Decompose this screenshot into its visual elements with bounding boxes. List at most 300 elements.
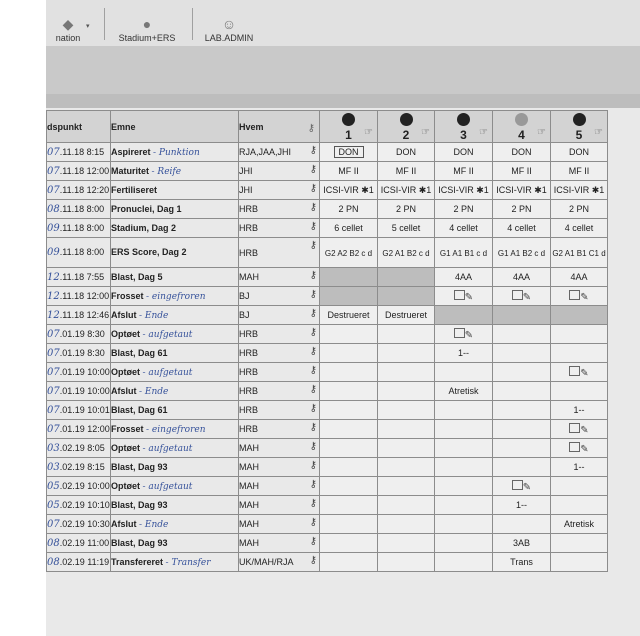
emne-cell[interactable] — [111, 382, 239, 401]
emne-cell[interactable] — [111, 200, 239, 219]
cell-value: ICSI-VIR ✱1 — [380, 184, 432, 195]
edit-cell[interactable] — [435, 325, 493, 344]
embryo-cell[interactable] — [493, 382, 551, 401]
handwritten-note: - aufgetaut — [142, 329, 193, 340]
embryo-cell[interactable] — [493, 200, 551, 219]
emne-cell[interactable] — [111, 458, 239, 477]
embryo-cell[interactable] — [551, 534, 608, 553]
embryo-cell[interactable] — [493, 306, 551, 325]
embryo-cell[interactable] — [378, 306, 435, 325]
hvem-value: HRB — [239, 223, 259, 233]
handwritten-note: - aufgetaut — [142, 367, 193, 378]
emne-label: Stadium, Dag 2 — [111, 222, 177, 233]
embryo-cell[interactable] — [435, 553, 493, 572]
time-value: .01.19 8:30 — [59, 328, 105, 339]
embryo-cell[interactable] — [378, 181, 435, 200]
embryo-cell[interactable] — [378, 477, 435, 496]
emne-cell[interactable] — [111, 143, 239, 162]
emne-label: Frosset — [111, 423, 144, 434]
embryo-cell[interactable] — [378, 238, 435, 268]
emne-cell[interactable] — [111, 534, 239, 553]
time-cell[interactable] — [47, 496, 111, 515]
emne-cell[interactable] — [111, 477, 239, 496]
embryo-cell[interactable] — [435, 162, 493, 181]
edit-cell[interactable] — [435, 287, 493, 306]
table-row[interactable] — [47, 306, 608, 325]
cell-value: G2 A1 B1 C1 d — [552, 248, 606, 258]
table-row[interactable] — [47, 268, 608, 287]
embryo-cell[interactable] — [493, 458, 551, 477]
embryo-cell[interactable] — [320, 477, 378, 496]
handwritten-day: 03 — [47, 442, 60, 454]
cell-value: DON — [396, 147, 416, 157]
embryo-dot-icon — [457, 113, 470, 126]
cell-value: ICSI-VIR ✱1 — [553, 184, 605, 195]
embryo-cell[interactable] — [435, 200, 493, 219]
emne-label: Transfereret — [111, 556, 164, 567]
edit-cell[interactable] — [551, 420, 608, 439]
embryo-icon: ● — [142, 16, 152, 32]
embryo-dot-icon — [515, 113, 528, 126]
key-icon: ⚷ — [307, 123, 315, 134]
table-row[interactable] — [47, 181, 608, 200]
embryo-number: 4 — [518, 128, 525, 142]
hvem-cell[interactable] — [239, 515, 320, 534]
hvem-cell[interactable] — [239, 268, 320, 287]
embryo-cell[interactable] — [378, 420, 435, 439]
hvem-cell[interactable] — [239, 363, 320, 382]
embryo-cell[interactable] — [435, 181, 493, 200]
embryo-cell[interactable] — [378, 268, 435, 287]
column-header-tidspunkt[interactable]: dspunkt — [47, 111, 111, 143]
hvem-cell[interactable] — [239, 496, 320, 515]
hvem-cell[interactable] — [239, 382, 320, 401]
hvem-value: JHI — [239, 185, 253, 195]
cell-value: Trans — [510, 557, 533, 567]
hvem-cell[interactable] — [239, 534, 320, 553]
embryo-cell[interactable] — [435, 268, 493, 287]
embryo-column-5[interactable] — [551, 111, 608, 143]
emne-cell[interactable] — [111, 238, 239, 268]
table-row[interactable] — [47, 515, 608, 534]
embryo-cell[interactable] — [493, 420, 551, 439]
time-cell[interactable] — [47, 287, 111, 306]
key-icon: ⚷ — [309, 240, 317, 251]
time-cell[interactable] — [47, 401, 111, 420]
toolbar-label: LAB.ADMIN — [204, 33, 254, 43]
embryo-cell[interactable] — [551, 477, 608, 496]
embryo-cell[interactable] — [378, 287, 435, 306]
embryo-cell[interactable] — [551, 306, 608, 325]
table-row[interactable] — [47, 344, 608, 363]
hvem-cell[interactable] — [239, 287, 320, 306]
time-value: .11.18 8:15 — [59, 146, 105, 157]
embryo-cell[interactable] — [320, 287, 378, 306]
time-value: .01.19 12:00 — [59, 423, 110, 434]
embryo-cell[interactable] — [320, 363, 378, 382]
embryo-cell[interactable] — [551, 181, 608, 200]
hvem-cell[interactable] — [239, 143, 320, 162]
dropdown-arrow-icon[interactable]: ▾ — [86, 23, 90, 30]
hvem-cell[interactable] — [239, 344, 320, 363]
time-cell[interactable] — [47, 363, 111, 382]
embryo-cell[interactable] — [435, 382, 493, 401]
embryo-column-4[interactable] — [493, 111, 551, 143]
embryo-column-1[interactable] — [320, 111, 378, 143]
embryo-cell[interactable] — [320, 344, 378, 363]
embryo-cell[interactable] — [551, 238, 608, 268]
key-icon: ⚷ — [309, 403, 317, 414]
cell-value: 2 PN — [511, 204, 532, 214]
time-cell[interactable] — [47, 268, 111, 287]
toolbar-label: nation — [55, 33, 81, 43]
hvem-value: HRB — [239, 329, 259, 339]
embryo-cell[interactable] — [551, 325, 608, 344]
hvem-cell[interactable] — [239, 401, 320, 420]
table-row[interactable] — [47, 439, 608, 458]
emne-label: Optøet — [111, 366, 140, 377]
table-row[interactable] — [47, 238, 608, 268]
time-cell[interactable] — [47, 238, 111, 268]
hand-icon: ☞ — [364, 127, 373, 138]
cell-value: 6 cellet — [334, 223, 363, 233]
embryo-cell[interactable] — [378, 515, 435, 534]
embryo-cell[interactable] — [320, 162, 378, 181]
toolbar-button-stadium-ers[interactable] — [112, 5, 182, 43]
embryo-cell[interactable] — [435, 363, 493, 382]
emne-cell[interactable] — [111, 325, 239, 344]
time-cell[interactable] — [47, 162, 111, 181]
embryo-cell[interactable] — [435, 401, 493, 420]
hvem-value: HRB — [239, 247, 259, 258]
emne-label: Fertiliseret — [111, 184, 158, 195]
embryo-cell[interactable] — [493, 515, 551, 534]
emne-cell[interactable] — [111, 268, 239, 287]
embryo-cell[interactable] — [435, 515, 493, 534]
table-row[interactable] — [47, 162, 608, 181]
emne-cell[interactable] — [111, 553, 239, 572]
embryo-cell[interactable] — [493, 162, 551, 181]
embryo-cell[interactable] — [435, 344, 493, 363]
time-cell[interactable] — [47, 515, 111, 534]
embryo-cell[interactable] — [378, 382, 435, 401]
emne-cell[interactable] — [111, 162, 239, 181]
embryo-cell[interactable] — [320, 268, 378, 287]
column-header-hvem[interactable] — [239, 111, 320, 143]
embryo-cell[interactable] — [320, 439, 378, 458]
cell-value: 2 PN — [338, 204, 359, 214]
embryo-cell[interactable] — [551, 553, 608, 572]
time-cell[interactable] — [47, 553, 111, 572]
emne-cell[interactable] — [111, 439, 239, 458]
embryo-cell[interactable] — [551, 344, 608, 363]
pencil-icon: ✎ — [522, 481, 532, 493]
embryo-cell[interactable] — [378, 458, 435, 477]
hvem-cell[interactable] — [239, 181, 320, 200]
hvem-value: HRB — [239, 348, 259, 358]
hvem-value: MAH — [239, 462, 259, 472]
table-row[interactable] — [47, 420, 608, 439]
edit-cell[interactable] — [493, 287, 551, 306]
emne-cell[interactable] — [111, 306, 239, 325]
hvem-cell[interactable] — [239, 238, 320, 268]
embryo-cell[interactable] — [551, 143, 608, 162]
table-header — [47, 111, 608, 143]
time-cell[interactable] — [47, 344, 111, 363]
time-cell[interactable] — [47, 200, 111, 219]
embryo-cell[interactable] — [378, 439, 435, 458]
time-value: .02.19 8:15 — [59, 461, 105, 472]
handwritten-day: 07 — [47, 404, 60, 416]
embryo-cell[interactable] — [551, 496, 608, 515]
embryo-cell[interactable] — [320, 534, 378, 553]
embryo-cell[interactable] — [493, 363, 551, 382]
embryo-column-3[interactable] — [435, 111, 493, 143]
embryo-cell[interactable] — [378, 200, 435, 219]
cell-value: Destrueret — [384, 310, 428, 320]
emne-label: Pronuclei, Dag 1 — [111, 203, 182, 214]
key-icon: ⚷ — [309, 536, 317, 547]
embryo-cell[interactable] — [320, 181, 378, 200]
emne-label: ERS Score, Dag 2 — [111, 247, 187, 257]
hvem-value: BJ — [239, 310, 250, 320]
embryo-number: 3 — [460, 128, 467, 142]
embryo-cell[interactable] — [551, 382, 608, 401]
embryo-cell[interactable] — [378, 496, 435, 515]
embryo-cell[interactable] — [320, 458, 378, 477]
key-icon: ⚷ — [309, 555, 317, 566]
time-cell[interactable] — [47, 306, 111, 325]
emne-cell[interactable] — [111, 515, 239, 534]
handwritten-note: - Reife — [151, 166, 182, 177]
cell-value: G1 A1 B1 c d — [439, 248, 488, 258]
toolbar-button-nation[interactable] — [48, 5, 88, 43]
key-icon: ⚷ — [309, 202, 317, 213]
hvem-cell[interactable] — [239, 162, 320, 181]
emne-label: Blast, Dag 61 — [111, 347, 168, 358]
key-icon: ⚷ — [309, 479, 317, 490]
cell-value: 1-- — [516, 500, 527, 510]
hand-icon: ☞ — [421, 127, 430, 138]
hvem-cell[interactable] — [239, 458, 320, 477]
emne-cell[interactable] — [111, 344, 239, 363]
embryo-cell[interactable] — [493, 219, 551, 238]
hvem-value: MAH — [239, 500, 259, 510]
embryo-cell[interactable] — [378, 143, 435, 162]
cell-value: 1-- — [573, 462, 585, 472]
embryo-cell[interactable] — [493, 496, 551, 515]
embryo-cell[interactable] — [435, 143, 493, 162]
hvem-cell[interactable] — [239, 553, 320, 572]
emne-cell[interactable] — [111, 401, 239, 420]
time-cell[interactable] — [47, 325, 111, 344]
toolbar-button-lab-admin[interactable] — [200, 5, 258, 43]
embryo-cell[interactable] — [320, 325, 378, 344]
hvem-value: HRB — [239, 204, 259, 214]
table-row[interactable] — [47, 382, 608, 401]
embryo-cell[interactable] — [551, 219, 608, 238]
time-cell[interactable] — [47, 382, 111, 401]
table-row[interactable] — [47, 496, 608, 515]
table-row[interactable] — [47, 458, 608, 477]
cell-value: 4 cellet — [564, 223, 594, 233]
emne-cell[interactable] — [111, 181, 239, 200]
embryo-cell[interactable] — [435, 219, 493, 238]
embryo-cell[interactable] — [551, 268, 608, 287]
time-cell[interactable] — [47, 420, 111, 439]
embryo-cell[interactable] — [551, 200, 608, 219]
hvem-cell[interactable] — [239, 200, 320, 219]
embryo-dot-icon — [342, 113, 355, 126]
table-row[interactable] — [47, 534, 608, 553]
cell-value: 2 PN — [453, 204, 474, 214]
cell-value: 1-- — [458, 348, 469, 358]
emne-cell[interactable] — [111, 363, 239, 382]
cell-value: MF II — [395, 166, 417, 176]
embryo-cell[interactable] — [320, 515, 378, 534]
emne-label: Blast, Dag 93 — [111, 537, 168, 548]
time-cell[interactable] — [47, 219, 111, 238]
edit-cell[interactable] — [551, 439, 608, 458]
emne-cell[interactable] — [111, 219, 239, 238]
edit-cell[interactable] — [493, 477, 551, 496]
key-icon: ⚷ — [309, 498, 317, 509]
time-cell[interactable] — [47, 458, 111, 477]
embryo-number: 2 — [402, 128, 410, 142]
time-value: .11.18 12:00 — [59, 290, 110, 301]
embryo-cell[interactable] — [551, 515, 608, 534]
column-header-emne[interactable]: Emne — [111, 111, 239, 143]
handwritten-day: 07 — [47, 165, 60, 177]
time-value: .01.19 10:01 — [59, 404, 110, 415]
toolbar — [46, 0, 640, 47]
handwritten-day: 12 — [47, 290, 60, 302]
embryo-cell[interactable] — [435, 458, 493, 477]
table-row[interactable] — [47, 287, 608, 306]
embryo-cell[interactable] — [320, 200, 378, 219]
edit-cell[interactable] — [551, 287, 608, 306]
header-band — [46, 46, 640, 108]
emne-label: Afslut — [111, 385, 137, 396]
embryo-cell[interactable] — [378, 363, 435, 382]
emne-cell[interactable] — [111, 287, 239, 306]
pencil-icon: ✎ — [464, 291, 474, 303]
embryo-cell[interactable] — [551, 458, 608, 477]
embryo-cell[interactable] — [551, 162, 608, 181]
embryo-cell[interactable] — [493, 439, 551, 458]
embryo-cell[interactable] — [320, 238, 378, 268]
embryo-cell[interactable] — [493, 238, 551, 268]
hvem-value: MAH — [239, 519, 259, 529]
hvem-cell[interactable] — [239, 219, 320, 238]
handwritten-note: - aufgetaut — [142, 481, 193, 492]
hvem-cell[interactable] — [239, 325, 320, 344]
embryo-cell[interactable] — [493, 143, 551, 162]
hvem-cell[interactable] — [239, 477, 320, 496]
embryo-cell[interactable] — [378, 162, 435, 181]
embryo-dot-icon — [400, 113, 413, 126]
hvem-value: MAH — [239, 272, 259, 282]
key-icon: ⚷ — [309, 289, 317, 300]
handwritten-day: 03 — [47, 461, 60, 473]
time-cell[interactable] — [47, 439, 111, 458]
table-row[interactable] — [47, 200, 608, 219]
hvem-cell[interactable] — [239, 439, 320, 458]
embryo-cell[interactable] — [435, 306, 493, 325]
time-cell[interactable] — [47, 534, 111, 553]
hvem-value: UK/MAH/RJA — [239, 557, 294, 567]
embryo-cell[interactable] — [378, 553, 435, 572]
emne-label: Frosset — [111, 290, 144, 301]
table-row[interactable] — [47, 325, 608, 344]
time-value: .02.19 10:30 — [59, 518, 110, 529]
embryo-cell[interactable] — [435, 420, 493, 439]
embryo-cell[interactable] — [378, 219, 435, 238]
time-cell[interactable] — [47, 477, 111, 496]
embryo-cell[interactable] — [320, 496, 378, 515]
cell-value: 2 PN — [568, 204, 589, 214]
embryo-cell[interactable] — [320, 553, 378, 572]
embryo-cell[interactable] — [493, 401, 551, 420]
hvem-cell[interactable] — [239, 306, 320, 325]
embryo-cell[interactable] — [493, 534, 551, 553]
embryo-cell[interactable] — [493, 181, 551, 200]
embryo-cell[interactable] — [435, 477, 493, 496]
time-cell[interactable] — [47, 143, 111, 162]
embryo-cell[interactable] — [435, 496, 493, 515]
gear-icon: ◆ — [62, 16, 74, 32]
table-row[interactable] — [47, 363, 608, 382]
edit-cell[interactable] — [551, 363, 608, 382]
embryo-cell[interactable] — [435, 238, 493, 268]
cell-value: 4 cellet — [449, 223, 478, 233]
time-value: .11.18 12:20 — [59, 184, 110, 195]
pencil-icon: ✎ — [580, 367, 589, 379]
emne-cell[interactable] — [111, 420, 239, 439]
embryo-cell[interactable] — [378, 401, 435, 420]
table-row[interactable] — [47, 553, 608, 572]
embryo-cell[interactable] — [493, 553, 551, 572]
table-row[interactable] — [47, 401, 608, 420]
embryo-cell[interactable] — [493, 344, 551, 363]
embryo-cell[interactable] — [320, 219, 378, 238]
embryo-cell[interactable] — [320, 382, 378, 401]
time-value: .11.18 8:00 — [59, 203, 105, 214]
embryo-cell[interactable] — [435, 439, 493, 458]
embryo-cell[interactable] — [493, 268, 551, 287]
embryo-cell[interactable] — [378, 325, 435, 344]
embryo-cell[interactable] — [378, 534, 435, 553]
embryo-cell[interactable] — [378, 344, 435, 363]
document-icon — [454, 290, 465, 300]
time-cell[interactable] — [47, 181, 111, 200]
table-row[interactable] — [47, 143, 608, 162]
table-row[interactable] — [47, 477, 608, 496]
embryo-cell[interactable] — [320, 143, 378, 162]
embryo-cell[interactable] — [320, 401, 378, 420]
emne-cell[interactable] — [111, 496, 239, 515]
table-row[interactable] — [47, 219, 608, 238]
embryo-cell[interactable] — [320, 420, 378, 439]
embryo-cell[interactable] — [493, 325, 551, 344]
cell-value: Destrueret — [327, 310, 370, 320]
hvem-cell[interactable] — [239, 420, 320, 439]
embryo-cell[interactable] — [551, 401, 608, 420]
embryo-column-2[interactable] — [378, 111, 435, 143]
embryo-cell[interactable] — [435, 534, 493, 553]
hvem-value: RJA,JAA,JHI — [239, 147, 292, 157]
embryo-cell[interactable] — [320, 306, 378, 325]
